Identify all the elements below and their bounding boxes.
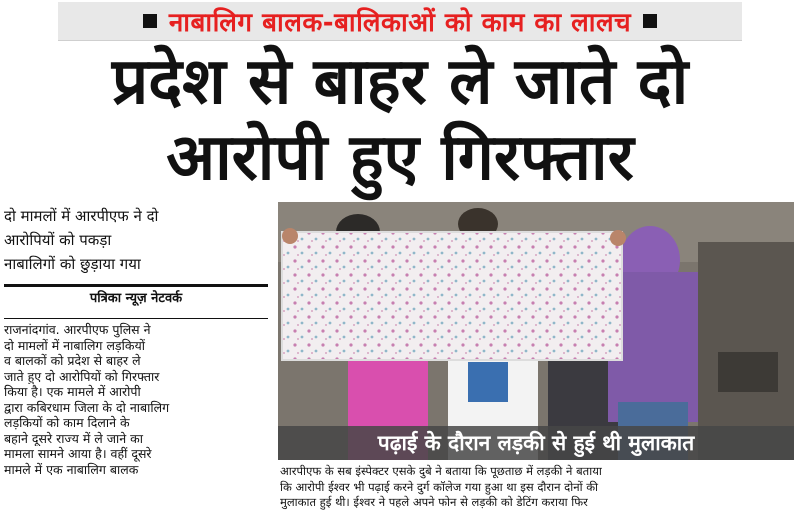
body-left-line: लड़कियों को काम दिलाने के <box>4 415 130 430</box>
bullet-square-right <box>643 14 657 28</box>
kicker-banner <box>58 2 742 41</box>
body-right-line: मुलाकात हुई थी। ईश्वर ने पहले अपने फोन से लड़की को डेटिंग कराया फिर <box>280 495 588 509</box>
news-photo-illustration <box>278 202 794 460</box>
body-left-line: मामला सामने आया है। वहीं दूसरे <box>4 446 152 461</box>
body-left-line: राजनांदगांव. आरपीएफ पुलिस ने <box>4 322 151 337</box>
headline <box>0 44 800 196</box>
deck-line-3: नाबालिगों को छुड़ाया गया <box>4 255 141 273</box>
body-left-line: किया है। एक मामले में आरोपी <box>4 384 141 399</box>
body-left-line: व बालकों को प्रदेश से बाहर ले <box>4 353 141 368</box>
body-right-line: आरपीएफ के सब इंस्पेक्टर एसके दुबे ने बताया कि पूछताछ में लड़की ने बताया <box>280 464 602 478</box>
bullet-square-left <box>143 14 157 28</box>
headline-line-1: प्रदेश से बाहर ले जाते दो <box>111 45 689 119</box>
body-left-line: द्वारा कबिरधाम जिला के दो नाबालिग <box>4 399 170 415</box>
deck-line-1: दो मामलों में आरपीएफ ने दो <box>4 207 159 225</box>
photo-caption-bar <box>278 426 794 460</box>
kicker-text: नाबालिग बालक-बालिकाओं को काम का लालच <box>168 8 632 38</box>
deck <box>4 204 266 276</box>
divider-thin <box>4 318 268 319</box>
divider-thick <box>4 284 268 287</box>
photo-caption: पढ़ाई के दौरान लड़की से हुई थी मुलाकात <box>377 431 695 455</box>
headline-line-2: आरोपी हुए गिरफ्तार <box>166 121 634 195</box>
body-left-line: दो मामलों में नाबालिग लड़कियों <box>4 337 145 353</box>
body-left-line: बहाने दूसरे राज्य में ले जाने का <box>4 430 143 446</box>
deck-line-2: आरोपियों को पकड़ा <box>4 231 112 249</box>
news-photo <box>278 202 794 460</box>
byline: पत्रिका न्यूज़ नेटवर्क <box>89 291 183 306</box>
body-right-line: कि आरोपी ईश्वर भी पढ़ाई करने दुर्ग कॉलेज गया हुआ था इस दौरान दोनों की <box>280 479 599 494</box>
body-left-line: मामले में एक नाबालिग बालक <box>4 461 139 477</box>
body-right-column <box>280 464 794 511</box>
body-left-column <box>4 322 268 477</box>
body-left-line: जाते हुए दो आरोपियों को गिरफ्तार <box>4 368 160 384</box>
